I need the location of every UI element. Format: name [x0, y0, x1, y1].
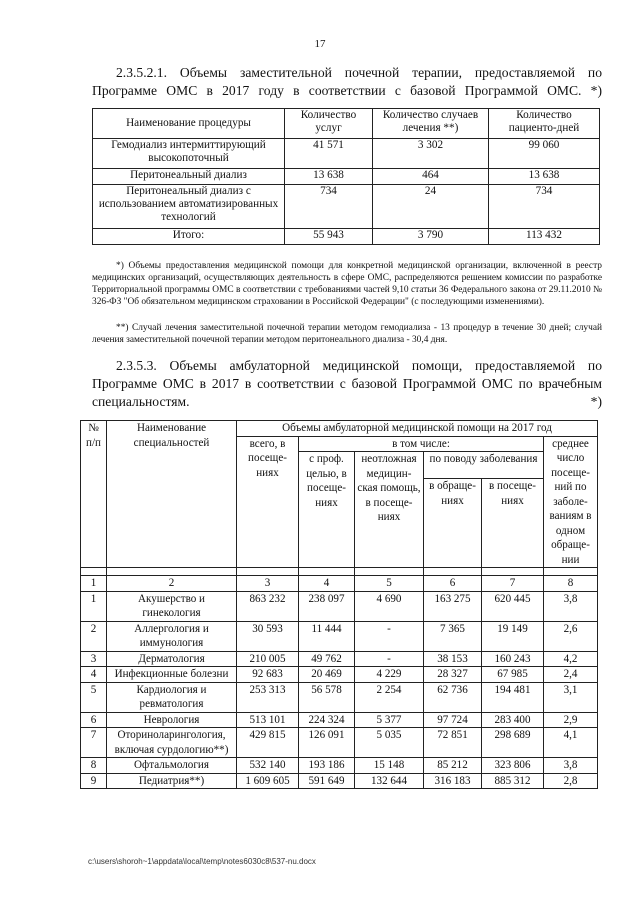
specialty-name: Офтальмология: [107, 758, 237, 774]
row-number: 8: [81, 758, 107, 774]
specialty-name: Аллергология и иммунология: [107, 621, 237, 651]
row-number: 6: [81, 712, 107, 728]
urgent-care-value: 2 254: [355, 682, 424, 712]
header-number: № п/п: [81, 421, 107, 568]
header-average: среднее число посеще- ний по заболе- ваниям в одном обраще- нии: [544, 436, 598, 568]
total-services: 55 943: [285, 229, 373, 245]
table-row: [81, 651, 598, 667]
document-file-path: c:\users\shoroh~1\appdata\local\temp\notes6030c8\537-nu.docx: [88, 857, 316, 866]
prophylactic-value: 20 469: [299, 667, 355, 683]
table-row: [93, 185, 600, 229]
procedure-name: Гемодиализ интермиттирующий высокопоточный: [93, 139, 285, 169]
specialty-name: Педиатрия**): [107, 773, 237, 789]
section-heading-renal-therapy: 2.3.5.2.1. Объемы заместительной почечной терапии, предоставляемой по Программе ОМС в 2017 году в соответствии с базовой Программой ОМС. *): [92, 65, 602, 98]
average-value: 4,2: [544, 651, 598, 667]
table-row: [81, 621, 598, 651]
days-value: 13 638: [489, 169, 600, 185]
urgent-care-value: 15 148: [355, 758, 424, 774]
average-value: 2,4: [544, 667, 598, 683]
table-row: [81, 712, 598, 728]
visits-value: 19 149: [482, 621, 544, 651]
specialty-name: Инфекционные болезни: [107, 667, 237, 683]
footnote-treatment-case: **) Случай лечения заместительной почечной терапии методом гемодиализа - 13 процедур в течение 30 дней; случай лечения заместительной почечной терапии методом перитонеального диализа - 30,4 дня.: [92, 323, 602, 345]
header-services: Количество услуг: [285, 109, 373, 139]
urgent-care-value: 5 035: [355, 728, 424, 758]
table-row: [81, 773, 598, 789]
table-row: [81, 682, 598, 712]
page-number: 17: [314, 38, 326, 50]
urgent-care-value: -: [355, 651, 424, 667]
table-header-row: [81, 421, 598, 437]
cases-value: 3 302: [373, 139, 489, 169]
header-specialty: Наименование специальностей: [107, 421, 237, 568]
visits-value: 298 689: [482, 728, 544, 758]
header-urgent-care: неотложная медицин- ская помощь, в посеще- ниях: [355, 452, 424, 568]
services-value: 13 638: [285, 169, 373, 185]
specialty-name: Дерматология: [107, 651, 237, 667]
header-visits: в посеще- ниях: [482, 479, 544, 568]
specialty-name: Кардиология и ревматология: [107, 682, 237, 712]
appeals-value: 316 183: [424, 773, 482, 789]
visits-value: 323 806: [482, 758, 544, 774]
table-separator-row: [81, 568, 598, 576]
table-row: [81, 591, 598, 621]
prophylactic-value: 193 186: [299, 758, 355, 774]
visits-value: 620 445: [482, 591, 544, 621]
services-value: 41 571: [285, 139, 373, 169]
column-number: 2: [107, 576, 237, 592]
header-appeals: в обраще- ниях: [424, 479, 482, 568]
row-number: 2: [81, 621, 107, 651]
prophylactic-value: 126 091: [299, 728, 355, 758]
column-number: 5: [355, 576, 424, 592]
table-header-row: [93, 109, 600, 139]
urgent-care-value: -: [355, 621, 424, 651]
average-value: 2,9: [544, 712, 598, 728]
prophylactic-value: 56 578: [299, 682, 355, 712]
total-visits-value: 1 609 605: [237, 773, 299, 789]
table-row: [93, 169, 600, 185]
header-volumes-group: Объемы амбулаторной медицинской помощи на 2017 год: [237, 421, 598, 437]
visits-value: 885 312: [482, 773, 544, 789]
header-disease: по поводу заболевания: [424, 452, 544, 479]
row-number: 7: [81, 728, 107, 758]
urgent-care-value: 4 690: [355, 591, 424, 621]
specialty-name: Оториноларингология, включая сурдологию**): [107, 728, 237, 758]
visits-value: 194 481: [482, 682, 544, 712]
appeals-value: 28 327: [424, 667, 482, 683]
row-number: 9: [81, 773, 107, 789]
total-cases: 3 790: [373, 229, 489, 245]
specialty-name: Акушерство и гинекология: [107, 591, 237, 621]
column-number: 7: [482, 576, 544, 592]
total-visits-value: 210 005: [237, 651, 299, 667]
average-value: 2,8: [544, 773, 598, 789]
visits-value: 160 243: [482, 651, 544, 667]
column-number: 8: [544, 576, 598, 592]
total-visits-value: 429 815: [237, 728, 299, 758]
average-value: 2,6: [544, 621, 598, 651]
row-number: 1: [81, 591, 107, 621]
outpatient-volumes-table: [80, 420, 598, 789]
specialty-name: Неврология: [107, 712, 237, 728]
total-label: Итого:: [93, 229, 285, 245]
appeals-value: 72 851: [424, 728, 482, 758]
prophylactic-value: 591 649: [299, 773, 355, 789]
table-row: [81, 728, 598, 758]
appeals-value: 38 153: [424, 651, 482, 667]
average-value: 4,1: [544, 728, 598, 758]
total-visits-value: 513 101: [237, 712, 299, 728]
appeals-value: 85 212: [424, 758, 482, 774]
days-value: 99 060: [489, 139, 600, 169]
visits-value: 283 400: [482, 712, 544, 728]
table-row: [81, 758, 598, 774]
cases-value: 464: [373, 169, 489, 185]
average-value: 3,1: [544, 682, 598, 712]
column-number-row: [81, 576, 598, 592]
column-number: 6: [424, 576, 482, 592]
total-days: 113 432: [489, 229, 600, 245]
header-total-visits: всего, в посеще- ниях: [237, 436, 299, 568]
total-visits-value: 532 140: [237, 758, 299, 774]
urgent-care-value: 132 644: [355, 773, 424, 789]
cases-value: 24: [373, 185, 489, 229]
prophylactic-value: 238 097: [299, 591, 355, 621]
row-number: 3: [81, 651, 107, 667]
appeals-value: 97 724: [424, 712, 482, 728]
header-prophylactic: с проф. целью, в посеще- ниях: [299, 452, 355, 568]
header-cases: Количество случаев лечения **): [373, 109, 489, 139]
total-visits-value: 30 593: [237, 621, 299, 651]
visits-value: 67 985: [482, 667, 544, 683]
column-number: 1: [81, 576, 107, 592]
total-visits-value: 92 683: [237, 667, 299, 683]
table-row: [93, 139, 600, 169]
prophylactic-value: 11 444: [299, 621, 355, 651]
table-row: [81, 667, 598, 683]
footnote-volumes: *) Объемы предоставления медицинской помощи для конкретной медицинской организации, включенной в реестр медицинских организаций, осуществляющих деятельность в сфере ОМС, распределяются решением комиссии по разработке Территориальной программы ОМС в соответствии с требованиями частей 9,10 статьи 36 Федерального закона от 29.11.2010 № 326-ФЗ "Об обязательном медицинском страховании в Российской Федерации" (с последующими изменениями).: [92, 261, 602, 307]
prophylactic-value: 224 324: [299, 712, 355, 728]
average-value: 3,8: [544, 758, 598, 774]
days-value: 734: [489, 185, 600, 229]
section-heading-outpatient: 2.3.5.3. Объемы амбулаторной медицинской помощи, предоставляемой по Программе ОМС в 2017 в соответствии с базовой Программой ОМС по врачебным специальностям. *): [92, 358, 602, 409]
prophylactic-value: 49 762: [299, 651, 355, 667]
average-value: 3,8: [544, 591, 598, 621]
urgent-care-value: 4 229: [355, 667, 424, 683]
appeals-value: 7 365: [424, 621, 482, 651]
header-including: в том числе:: [299, 436, 544, 452]
urgent-care-value: 5 377: [355, 712, 424, 728]
column-number: 3: [237, 576, 299, 592]
appeals-value: 62 736: [424, 682, 482, 712]
header-patient-days: Количество пациенто-дней: [489, 109, 600, 139]
row-number: 4: [81, 667, 107, 683]
services-value: 734: [285, 185, 373, 229]
total-visits-value: 863 232: [237, 591, 299, 621]
procedure-name: Перитонеальный диализ: [93, 169, 285, 185]
appeals-value: 163 275: [424, 591, 482, 621]
total-visits-value: 253 313: [237, 682, 299, 712]
total-row: [93, 229, 600, 245]
renal-therapy-table: [92, 108, 600, 245]
header-procedure: Наименование процедуры: [93, 109, 285, 139]
row-number: 5: [81, 682, 107, 712]
column-number: 4: [299, 576, 355, 592]
procedure-name: Перитонеальный диализ с использованием автоматизированных технологий: [93, 185, 285, 229]
